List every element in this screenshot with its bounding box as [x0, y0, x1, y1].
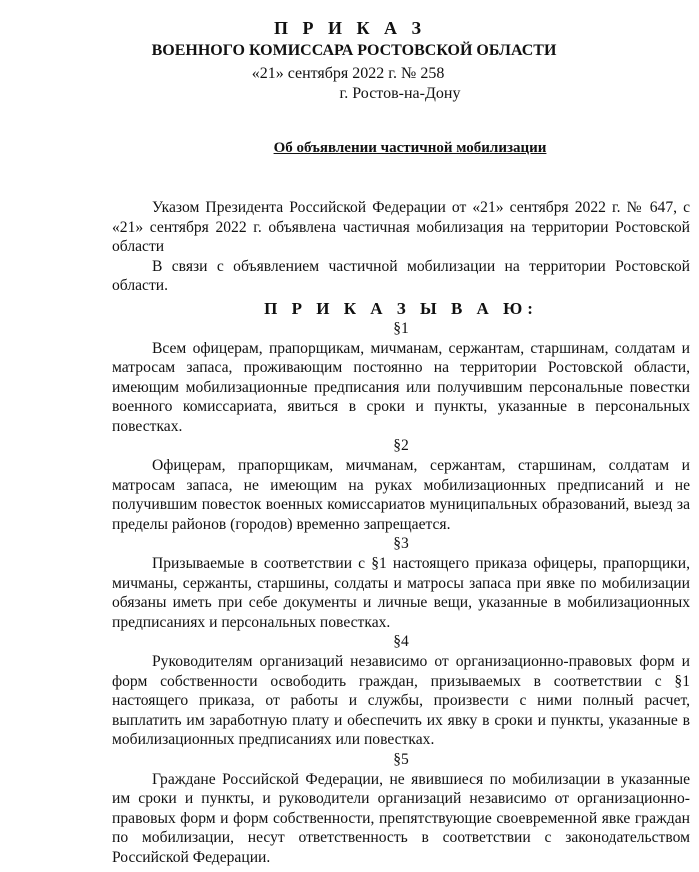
section-text-5: Граждане Российской Федерации, не явившиеся по мобилизации в указанные им сроки и пункты, и руководители организаций независимо от организационно-правовых форм и форм собственности, препятствующие своевременной явке граждан по мобилизации, несут ответственность в соответствии с законодательством Российской Федерации.: [112, 770, 690, 866]
document-date-number: «21» сентября 2022 г. № 258: [251, 65, 445, 82]
document-subject: Об объявлении частичной мобилизации: [273, 140, 547, 156]
issuing-authority: ВОЕННОГО КОМИССАРА РОСТОВСКОЙ ОБЛАСТИ: [151, 42, 557, 59]
section-mark-4: §4: [393, 633, 409, 650]
section-text-2: Офицерам, прапорщикам, мичманам, сержантам, старшинам, солдатам и матросам запаса, не имеющим на руках мобилизационных предписаний и не получившим повесток военных комиссариатов муниципальных образований, выезд за пределы районов (городов) временно запрещается.: [112, 457, 690, 533]
section-text-1: Всем офицерам, прапорщикам, мичманам, сержантам, старшинам, солдатам и матросам запаса, проживающим постоянно на территории Ростовской области, имеющим мобилизационные предписания или получившим персональные повестки военного комиссариата, явиться в сроки и пункты, указанные в персональных повестках.: [112, 339, 690, 435]
order-heading: П Р И К А З Ы В А Ю:: [264, 298, 538, 318]
section-mark-2: §2: [393, 437, 409, 454]
section-mark-1: §1: [393, 319, 409, 337]
section-mark-5: §5: [393, 750, 409, 768]
preamble-paragraph-1: Указом Президента Российской Федерации от «21» сентября 2022 г. № 647, с «21» сентября 2022 г. объявлена частичная мобилизация на территории Ростовской области: [112, 199, 690, 255]
document-city: г. Ростов-на-Дону: [339, 85, 461, 102]
document-body: [112, 198, 690, 867]
section-mark-3: §3: [393, 535, 409, 552]
document-title: П Р И К А З: [273, 18, 427, 38]
section-text-3: Призываемые в соответствии с §1 настоящего приказа офицеры, прапорщики, мичманы, сержанты, старшины, солдаты и матросы запаса при явке по мобилизации обязаны иметь при себе документы и личные вещи, указанные в мобилизационных предписаниях и персональных повестках.: [112, 555, 690, 631]
section-text-4: Руководителям организаций независимо от организационно-правовых форм и форм собственности освободить граждан, призываемых в соответствии с §1 настоящего приказа, от работы и службы, произвести с ними полный расчет, выплатить им заработную плату и обеспечить их явку в сроки и пункты, указанные в мобилизационных предписаниях или повестках.: [112, 653, 690, 748]
preamble-paragraph-2: В связи с объявлением частичной мобилизации на территории Ростовской области.: [112, 257, 690, 294]
